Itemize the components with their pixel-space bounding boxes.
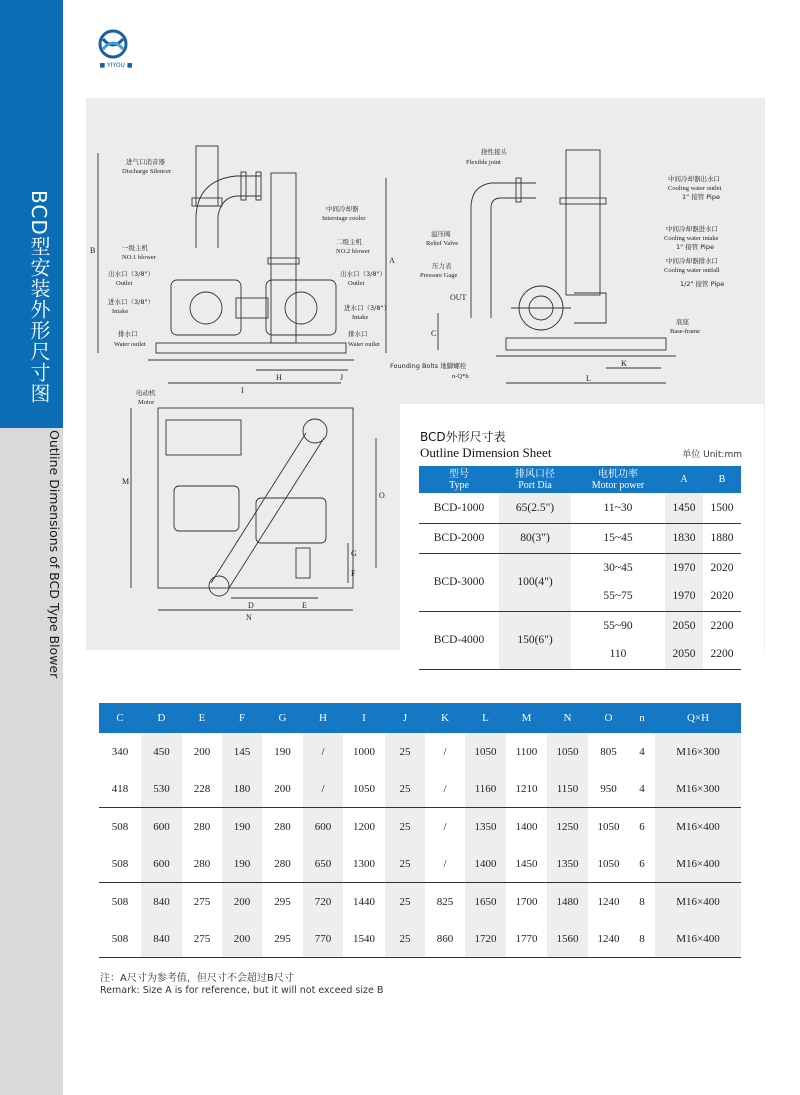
table-cell: 1300 — [343, 845, 385, 883]
label-interstage-cooler-cn: 中间冷却器 — [326, 205, 359, 213]
cell-power: 30~45 — [603, 561, 633, 574]
table-cell: 180 — [222, 770, 262, 808]
label-water-outlet2-en: Water outlet — [348, 341, 380, 348]
column-header: C — [99, 703, 141, 733]
cell-a: 1830 — [665, 523, 703, 553]
table-cell: 25 — [385, 770, 425, 808]
dim-e: E — [302, 601, 307, 610]
table-cell: 280 — [182, 845, 222, 883]
table-cell: 275 — [193, 895, 211, 908]
table-cell: 600 — [141, 845, 182, 883]
table-cell: 508 — [99, 920, 141, 958]
table-cell: 1050 — [588, 845, 629, 883]
column-header: E — [182, 703, 222, 733]
dim-f: F — [351, 569, 356, 578]
label-intake1-en: Intake — [112, 308, 129, 315]
dim-c: C — [431, 329, 437, 338]
table-row — [419, 553, 741, 582]
table-cell: M16×300 — [655, 770, 741, 808]
dim-h: H — [276, 373, 282, 382]
table-cell: 805 — [600, 745, 617, 758]
table-cell: 280 — [193, 820, 211, 833]
label-no2-blower-cn: 二级主机 — [336, 238, 362, 246]
dim-j: J — [340, 373, 344, 382]
header-a: A — [665, 466, 703, 493]
table-cell: 840 — [141, 920, 182, 958]
column-header: M — [506, 703, 547, 733]
table-cell: 1450 — [506, 845, 547, 883]
dim-o: O — [379, 491, 385, 500]
label-cw-intake-cn: 中间冷却器进水口 — [666, 225, 718, 233]
table-cell: 1210 — [506, 770, 547, 808]
dim-i: I — [241, 386, 244, 395]
label-relief-valve-cn: 溢压阀 — [431, 230, 451, 238]
sheet-title-en: Outline Dimension Sheet — [420, 445, 552, 460]
table-cell: 1160 — [465, 770, 506, 808]
sidebar-title-en: Outline Dimensions of BCD Type Blower — [47, 430, 62, 679]
table-cell: 1770 — [506, 920, 547, 958]
table-cell: 1000 — [353, 745, 375, 758]
table-cell: 530 — [141, 770, 182, 808]
table-cell: 4 — [629, 770, 655, 808]
sheet-title-cn: BCD外形尺寸表 — [420, 430, 506, 444]
label-pipe2: 1" 接管 Pipe — [676, 243, 714, 251]
cell-b: 1500 — [703, 493, 741, 523]
column-header: I — [343, 703, 385, 733]
table-cell: 600 — [141, 808, 182, 846]
table-cell: 275 — [182, 920, 222, 958]
table-cell: 418 — [99, 770, 141, 808]
table-cell: 1050 — [597, 820, 620, 833]
header-b: B — [703, 466, 741, 493]
label-intake2-en: Intake — [352, 314, 369, 321]
header-port-dia: 排风口径 Port Dia — [499, 466, 571, 493]
label-cw-outlet-cn: 中间冷却器出水口 — [668, 175, 720, 183]
table-cell: 1650 — [465, 883, 506, 921]
column-header: G — [262, 703, 303, 733]
table-cell: 650 — [303, 845, 343, 883]
label-cw-outfall-cn: 中间冷却器排水口 — [666, 257, 718, 265]
label-pipe3: 1/2" 接管 Pipe — [680, 280, 725, 288]
label-pipe1: 1" 接管 Pipe — [682, 193, 720, 201]
header-motor-power: 电机功率 Motor power — [571, 466, 665, 493]
table-cell: 1350 — [547, 845, 588, 883]
table-cell: 190 — [222, 808, 262, 846]
table-cell: 6 — [629, 845, 655, 883]
dim-d: D — [248, 601, 254, 610]
table-cell: 450 — [141, 733, 182, 770]
cell-port: 100(4") — [499, 553, 571, 611]
table-row — [99, 808, 741, 846]
label-water-outlet1-cn: 排水口 — [118, 330, 138, 338]
logo-text: ■ YIYOU ■ — [99, 62, 133, 69]
cell-b: 1880 — [703, 523, 741, 553]
table-cell: 840 — [141, 883, 182, 921]
table-cell: 340 — [111, 745, 129, 758]
table-row — [99, 845, 741, 883]
table-cell: 8 — [639, 895, 645, 908]
dimension-table — [99, 703, 741, 958]
label-no1-blower-en: NO.1 blower — [122, 254, 156, 261]
table-cell: M16×400 — [655, 883, 741, 921]
table-cell: 1050 — [547, 733, 588, 770]
column-header: n — [629, 703, 655, 733]
table-cell: 1400 — [465, 845, 506, 883]
table-cell: 1150 — [547, 770, 588, 808]
column-header: F — [222, 703, 262, 733]
label-cw-outlet-en: Cooling water outlet — [668, 185, 722, 192]
table-cell: / — [425, 770, 465, 808]
table-cell: 228 — [182, 770, 222, 808]
table-cell: 295 — [262, 920, 303, 958]
table-cell: 25 — [385, 920, 425, 958]
table-row — [419, 523, 741, 553]
dim-b: B — [90, 246, 96, 255]
table-cell: / — [425, 845, 465, 883]
cell-power: 15~45 — [571, 523, 665, 553]
dim-n: N — [246, 613, 252, 622]
label-pressure-gage-en: Pressure Gage — [420, 272, 458, 279]
label-water-outlet2-cn: 排水口 — [348, 330, 368, 338]
cell-port: 150(6") — [499, 611, 571, 669]
outline-dimension-sheet — [400, 404, 764, 664]
dim-m: M — [122, 477, 130, 486]
label-outlet2-en: Outlet — [348, 280, 365, 287]
table-cell: 508 — [111, 895, 129, 908]
label-outlet1-en: Outlet — [116, 280, 133, 287]
cell-power: 55~75 — [571, 582, 665, 611]
label-flexible-joint-cn: 挠性接头 — [481, 148, 507, 156]
label-base-frame-cn: 底座 — [676, 318, 689, 326]
cell-b: 2020 — [703, 582, 741, 611]
table-cell: 1540 — [343, 920, 385, 958]
label-nqh: n-Q*h — [452, 373, 469, 380]
table-cell: 600 — [303, 808, 343, 846]
table-row — [99, 770, 741, 808]
table-cell: 280 — [262, 845, 303, 883]
table-cell: 1560 — [547, 920, 588, 958]
table-row — [99, 883, 741, 921]
cell-b: 2200 — [703, 640, 741, 669]
dim-g: G — [351, 549, 357, 558]
table-cell: 145 — [222, 733, 262, 770]
table-cell: 860 — [425, 920, 465, 958]
table-cell: 4 — [639, 745, 645, 758]
table-cell: 295 — [274, 895, 291, 908]
label-pressure-gage-cn: 压力表 — [432, 262, 452, 270]
cell-power: 110 — [571, 640, 665, 669]
table-cell: 8 — [629, 920, 655, 958]
label-flexible-joint-en: Flexible joint — [466, 159, 501, 166]
column-header: N — [547, 703, 588, 733]
column-header: O — [588, 703, 629, 733]
table-cell: M16×300 — [655, 733, 741, 770]
table-cell: 1400 — [515, 820, 538, 833]
column-header: L — [465, 703, 506, 733]
cell-type: BCD-2000 — [419, 523, 499, 553]
remark-en: Remark: Size A is for reference, but it will not exceed size B — [100, 985, 384, 996]
cell-b: 2200 — [710, 619, 734, 632]
table-cell: / — [303, 733, 343, 770]
label-founding-bolts: Founding Bolts 地脚螺栓 — [390, 362, 467, 370]
table-cell: 508 — [99, 845, 141, 883]
label-motor-en: Motor — [138, 399, 155, 406]
label-water-outlet1-en: Water outlet — [114, 341, 146, 348]
label-discharge-silencer-en: Discharge Silencer — [122, 168, 172, 175]
table-cell: M16×400 — [655, 845, 741, 883]
table-cell: 1480 — [547, 883, 588, 921]
table-cell: 6 — [639, 820, 645, 833]
table-cell: / — [303, 770, 343, 808]
column-header: D — [141, 703, 182, 733]
dimension-table-header — [99, 703, 741, 733]
table-cell: 200 — [222, 883, 262, 921]
table-cell: 25 — [385, 845, 425, 883]
cell-a: 2050 — [665, 611, 703, 640]
table-cell: M16×400 — [655, 920, 741, 958]
table-cell: 200 — [193, 745, 211, 758]
cell-power: 11~30 — [571, 493, 665, 523]
cell-power: 55~90 — [603, 619, 633, 632]
table-cell: 190 — [274, 745, 291, 758]
table-row — [419, 611, 741, 640]
cell-a: 1450 — [665, 493, 703, 523]
label-outlet2-cn: 出水口（3/8"） — [340, 270, 386, 278]
table-cell: 508 — [111, 820, 129, 833]
table-cell: 1700 — [515, 895, 538, 908]
label-cw-intake-en: Cooling water intake — [664, 235, 719, 242]
dim-k: K — [621, 359, 627, 368]
table-cell: 825 — [436, 895, 454, 908]
label-base-frame-en: Base-frame — [670, 328, 700, 335]
table-cell: / — [443, 820, 447, 833]
model-table — [419, 466, 741, 670]
table-cell: 1240 — [588, 920, 629, 958]
column-header: J — [385, 703, 425, 733]
label-no1-blower-cn: 一级主机 — [122, 244, 148, 252]
cell-type: BCD-1000 — [419, 493, 499, 523]
table-cell: 1720 — [465, 920, 506, 958]
table-cell: 1050 — [343, 770, 385, 808]
cell-a: 1970 — [665, 582, 703, 611]
table-cell: 25 — [385, 733, 425, 770]
label-cw-outfall-en: Cooling water outfall — [664, 267, 720, 274]
table-cell: 720 — [303, 883, 343, 921]
table-row — [99, 733, 741, 770]
label-intake2-cn: 进水口（3/8"） — [344, 304, 390, 312]
sidebar-title-cn: BCD型安装外形尺寸图 — [27, 190, 51, 404]
table-cell: 1250 — [547, 808, 588, 846]
label-interstage-cooler-en: Interstage cooler — [322, 215, 366, 222]
cell-port: 80(3") — [499, 523, 571, 553]
label-discharge-silencer-cn: 进气口消音器 — [126, 158, 165, 166]
label-outlet1-cn: 出水口（3/8"） — [108, 270, 154, 278]
label-motor-cn: 电动机 — [136, 389, 156, 397]
column-header: H — [303, 703, 343, 733]
table-cell: 1240 — [597, 895, 620, 908]
dim-a: A — [389, 256, 395, 265]
model-table-header — [419, 466, 741, 493]
table-cell: 190 — [222, 845, 262, 883]
table-cell: 1100 — [515, 745, 538, 758]
table-cell: 950 — [588, 770, 629, 808]
table-cell: 200 — [222, 920, 262, 958]
table-cell: 1440 — [353, 895, 375, 908]
table-cell: 200 — [262, 770, 303, 808]
sidebar — [0, 0, 63, 1095]
cell-a: 1970 — [665, 553, 703, 582]
table-cell: / — [443, 745, 447, 758]
table-cell: 280 — [274, 820, 291, 833]
dim-l: L — [586, 374, 591, 383]
column-header: K — [425, 703, 465, 733]
label-relief-valve-en: Relief Valve — [426, 240, 459, 247]
table-cell: 770 — [303, 920, 343, 958]
cell-type: BCD-3000 — [419, 553, 499, 611]
remark-cn: 注：A尺寸为参考值，但尺寸不会超过B尺寸 — [100, 973, 294, 984]
column-header: Q×H — [655, 703, 741, 733]
table-row — [99, 920, 741, 958]
label-out: OUT — [450, 293, 467, 302]
sheet-unit: 单位 Unit:mm — [682, 450, 742, 460]
table-cell: 25 — [385, 808, 425, 846]
header-type: 型号 Type — [419, 466, 499, 493]
label-intake1-cn: 进水口（3/8"） — [108, 298, 154, 306]
cell-type: BCD-4000 — [419, 611, 499, 669]
table-cell: 1350 — [465, 808, 506, 846]
cell-b: 2020 — [710, 561, 734, 574]
table-cell: 25 — [385, 883, 425, 921]
cell-port: 65(2.5") — [499, 493, 571, 523]
table-cell: M16×400 — [655, 808, 741, 846]
table-row — [419, 493, 741, 523]
cell-a: 2050 — [665, 640, 703, 669]
table-cell: 1200 — [353, 820, 375, 833]
label-no2-blower-en: NO.2 blower — [336, 248, 370, 255]
table-cell: 1050 — [465, 733, 506, 770]
